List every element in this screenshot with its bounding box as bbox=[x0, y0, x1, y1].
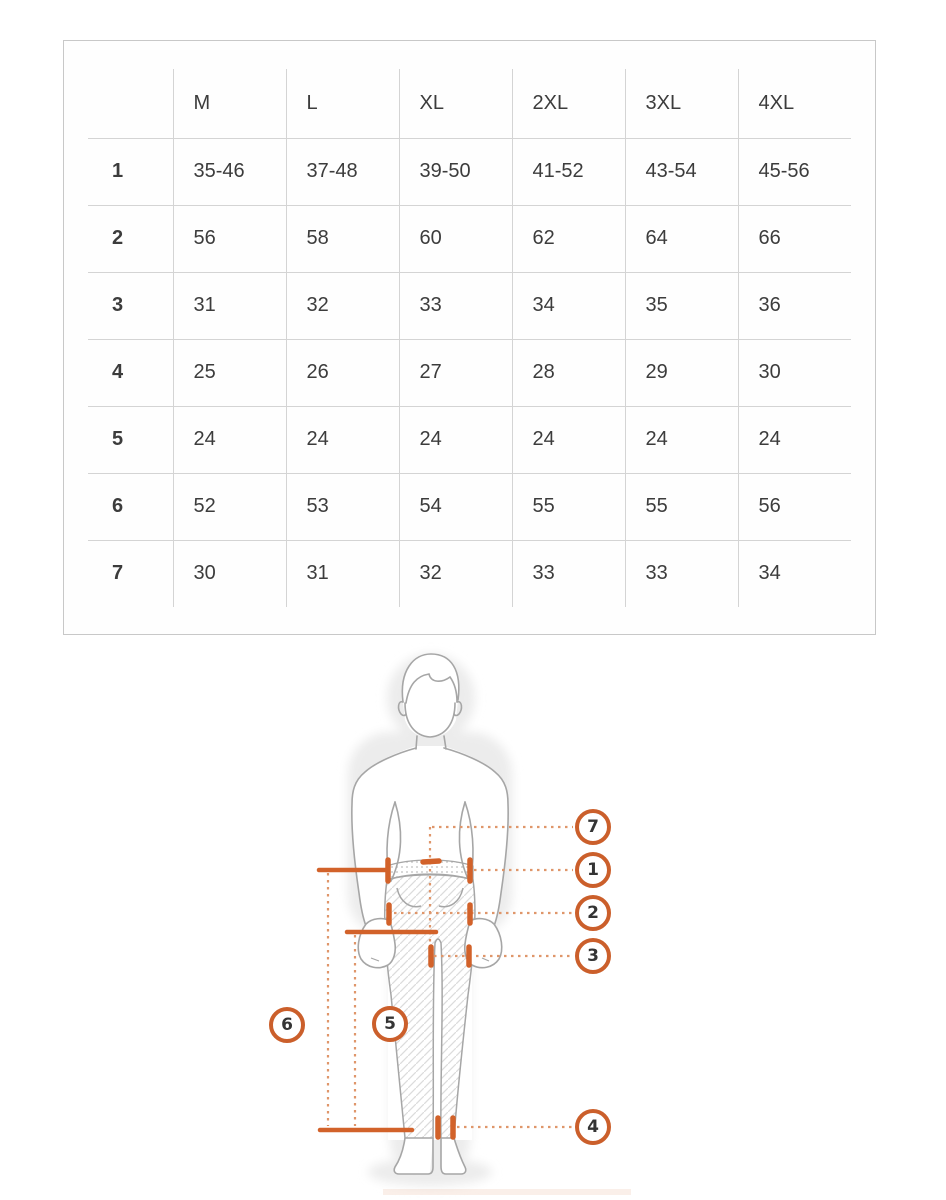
size-table-panel bbox=[63, 40, 876, 635]
column-header: M bbox=[173, 69, 286, 138]
size-cell: 32 bbox=[286, 272, 399, 339]
table-row bbox=[88, 339, 851, 406]
waistband-center-tick bbox=[423, 861, 439, 862]
size-cell: 54 bbox=[399, 473, 512, 540]
row-label: 7 bbox=[112, 562, 124, 585]
row-label: 2 bbox=[88, 205, 173, 272]
size-cell: 29 bbox=[625, 339, 738, 406]
size-cell: 24 bbox=[738, 406, 851, 473]
size-cell: 31 bbox=[173, 272, 286, 339]
row-label: 5 bbox=[88, 406, 173, 473]
table-row bbox=[88, 540, 851, 607]
size-cell: 56 bbox=[738, 473, 851, 540]
callout-2-label: 2 bbox=[587, 903, 599, 923]
callout-3 bbox=[575, 938, 611, 974]
size-cell: 66 bbox=[738, 205, 851, 272]
size-cell: 33 bbox=[512, 540, 625, 607]
size-cell: 45-56 bbox=[738, 138, 851, 205]
column-header: L bbox=[286, 69, 399, 138]
row-label: 1 bbox=[88, 138, 173, 205]
row-label: 6 bbox=[88, 473, 173, 540]
size-cell: 55 bbox=[512, 473, 625, 540]
callout-6-label: 6 bbox=[281, 1015, 293, 1035]
size-cell: 35-46 bbox=[173, 138, 286, 205]
size-cell: 41-52 bbox=[512, 138, 625, 205]
size-cell: 53 bbox=[286, 473, 399, 540]
corner-cell bbox=[88, 69, 173, 138]
callout-7-label: 7 bbox=[587, 817, 599, 837]
size-cell: 64 bbox=[625, 205, 738, 272]
size-cell: 26 bbox=[286, 339, 399, 406]
size-table-head-row bbox=[88, 69, 851, 138]
size-cell: 27 bbox=[399, 339, 512, 406]
column-header: XL bbox=[399, 69, 512, 138]
callout-4-label: 4 bbox=[587, 1117, 599, 1137]
callout-5 bbox=[372, 1006, 408, 1042]
row-label: 4 bbox=[88, 339, 173, 406]
table-row bbox=[88, 138, 851, 205]
size-table bbox=[88, 69, 851, 607]
callout-1-label: 1 bbox=[587, 860, 599, 880]
size-cell: 32 bbox=[399, 540, 512, 607]
size-cell: 35 bbox=[625, 272, 738, 339]
table-row bbox=[88, 272, 851, 339]
size-cell: 58 bbox=[286, 205, 399, 272]
callout-1 bbox=[575, 852, 611, 888]
size-cell: 28 bbox=[512, 339, 625, 406]
size-cell: 30 bbox=[738, 339, 851, 406]
size-table-body bbox=[88, 138, 851, 607]
table-row bbox=[88, 205, 851, 272]
size-cell: 33 bbox=[399, 272, 512, 339]
table-row bbox=[88, 473, 851, 540]
size-cell: 52 bbox=[173, 473, 286, 540]
size-cell: 34 bbox=[512, 272, 625, 339]
size-cell: 37-48 bbox=[286, 138, 399, 205]
table-row bbox=[88, 406, 851, 473]
size-cell: 43-54 bbox=[625, 138, 738, 205]
size-cell: 24 bbox=[625, 406, 738, 473]
callout-4 bbox=[575, 1109, 611, 1145]
callout-6 bbox=[269, 1007, 305, 1043]
size-cell: 24 bbox=[399, 406, 512, 473]
size-cell: 60 bbox=[399, 205, 512, 272]
size-table-head bbox=[88, 69, 851, 138]
size-cell: 24 bbox=[173, 406, 286, 473]
size-cell: 55 bbox=[625, 473, 738, 540]
column-header: 3XL bbox=[625, 69, 738, 138]
bottom-crop-artifact bbox=[383, 1189, 631, 1195]
size-cell: 34 bbox=[738, 540, 851, 607]
size-cell: 30 bbox=[173, 540, 286, 607]
size-cell: 25 bbox=[173, 339, 286, 406]
size-cell: 24 bbox=[512, 406, 625, 473]
size-cell: 39-50 bbox=[399, 138, 512, 205]
size-cell: 56 bbox=[173, 205, 286, 272]
size-cell: 31 bbox=[286, 540, 399, 607]
size-cell: 33 bbox=[625, 540, 738, 607]
body-measurement-figure bbox=[0, 640, 946, 1200]
callout-7 bbox=[575, 809, 611, 845]
column-header: 2XL bbox=[512, 69, 625, 138]
size-cell: 36 bbox=[738, 272, 851, 339]
size-table-wrapper bbox=[88, 69, 851, 607]
size-cell: 24 bbox=[286, 406, 399, 473]
callout-3-label: 3 bbox=[587, 946, 599, 966]
row-label: 3 bbox=[88, 272, 173, 339]
callout-5-label: 5 bbox=[384, 1014, 396, 1034]
column-header: 4XL bbox=[738, 69, 851, 138]
size-cell: 62 bbox=[512, 205, 625, 272]
callout-2 bbox=[575, 895, 611, 931]
measurement-diagram bbox=[0, 640, 946, 1200]
